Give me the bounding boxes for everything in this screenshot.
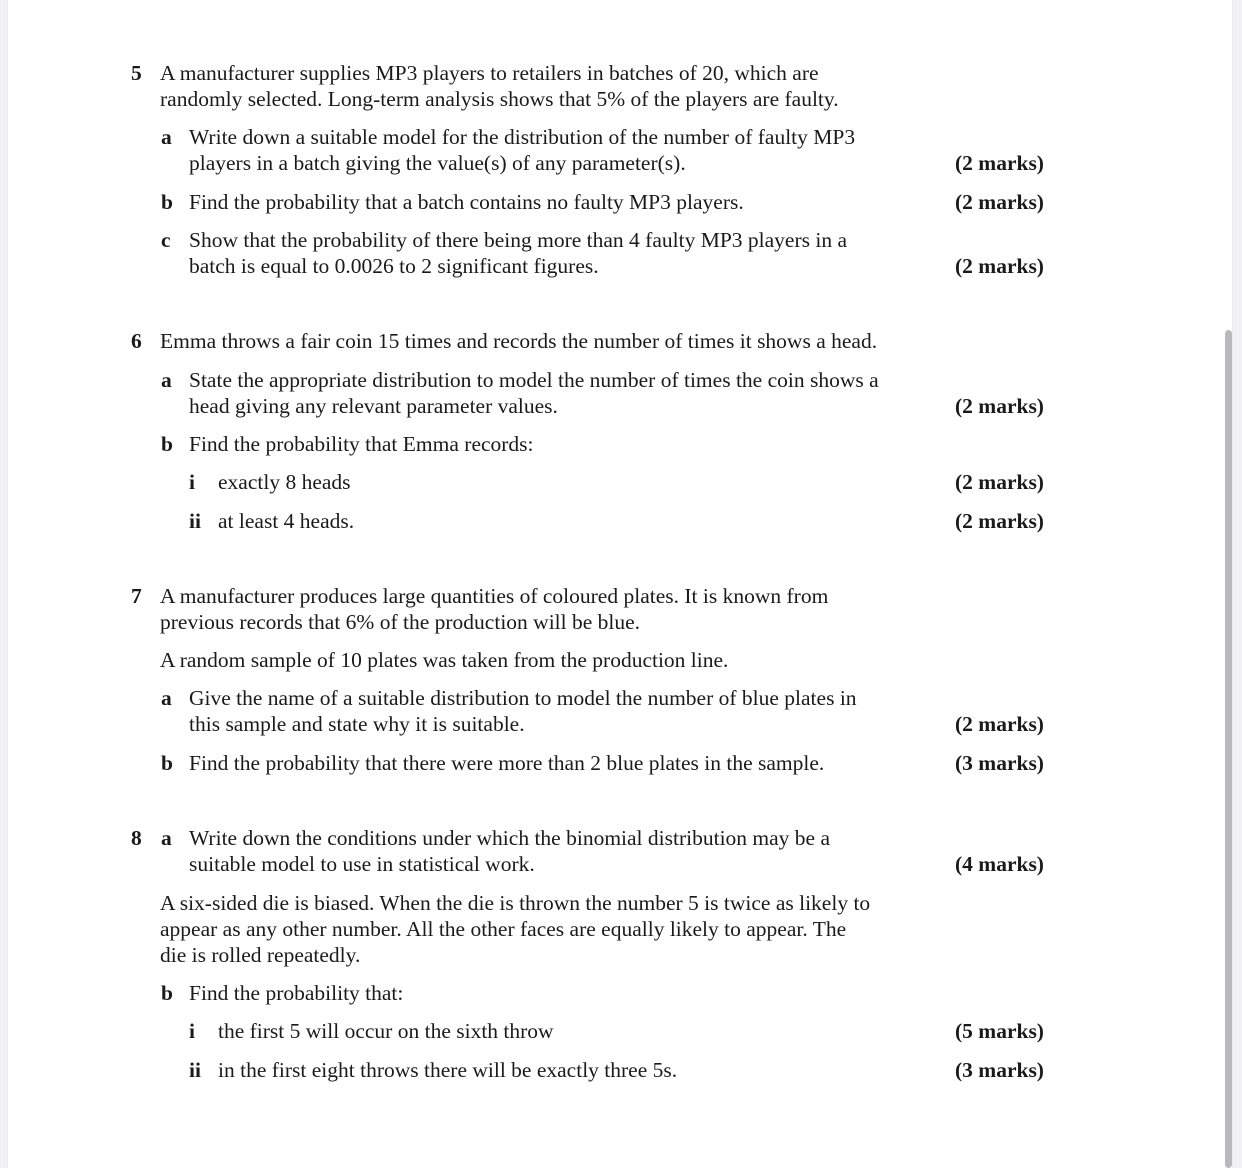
marks-label: (2 marks) [955, 712, 1044, 736]
marks-label: (5 marks) [955, 1019, 1044, 1043]
part-label: c [161, 228, 171, 252]
question-number: 7 [131, 584, 142, 608]
subpart-label: ii [189, 1058, 201, 1082]
subpart-text: at least 4 heads. [218, 509, 355, 533]
marks-label: (2 marks) [955, 151, 1044, 175]
subpart-text: in the first eight throws there will be exactly three 5s. [218, 1058, 678, 1082]
part-text-line: Show that the probability of there being more than 4 faulty MP3 players in a [189, 228, 847, 252]
part-label: a [161, 826, 172, 850]
question-number: 5 [131, 61, 142, 85]
part-label: b [161, 751, 173, 775]
question-text-line: randomly selected. Long-term analysis shows that 5% of the players are faulty. [160, 87, 839, 111]
part-text-line: Write down the conditions under which the binomial distribution may be a [189, 826, 831, 850]
marks-label: (2 marks) [955, 509, 1044, 533]
marks-label: (3 marks) [955, 1058, 1044, 1082]
part-text-line: head giving any relevant parameter values. [189, 394, 558, 418]
part-text-line: batch is equal to 0.0026 to 2 significant figures. [189, 254, 599, 278]
part-label: a [161, 125, 172, 149]
part-text-line: this sample and state why it is suitable. [189, 712, 525, 736]
question-text-line: A random sample of 10 plates was taken from the production line. [160, 648, 729, 672]
marks-label: (2 marks) [955, 394, 1044, 418]
question-text-line: Emma throws a fair coin 15 times and records the number of times it shows a head. [160, 329, 878, 353]
part-text-line: State the appropriate distribution to model the number of times the coin shows a [189, 368, 879, 392]
part-text-line: Find the probability that: [189, 981, 404, 1005]
part-text-line: Find the probability that there were more than 2 blue plates in the sample. [189, 751, 825, 775]
vertical-scrollbar-thumb[interactable] [1225, 330, 1232, 1168]
question-number: 8 [131, 826, 142, 850]
question-text-line: previous records that 6% of the production will be blue. [160, 610, 641, 634]
part-text-line: Give the name of a suitable distribution to model the number of blue plates in [189, 686, 857, 710]
part-label: b [161, 432, 173, 456]
question-text-line: appear as any other number. All the other faces are equally likely to appear. The [160, 917, 847, 941]
question-text-line: A manufacturer supplies MP3 players to retailers in batches of 20, which are [160, 61, 819, 85]
part-text-line: suitable model to use in statistical work. [189, 852, 535, 876]
part-text-line: Find the probability that a batch contains no faulty MP3 players. [189, 190, 744, 214]
part-label: b [161, 190, 173, 214]
marks-label: (2 marks) [955, 254, 1044, 278]
subpart-text: the first 5 will occur on the sixth throw [218, 1019, 554, 1043]
subpart-label: i [189, 470, 195, 494]
document-page [8, 0, 1232, 1168]
part-label: a [161, 368, 172, 392]
part-text-line: Find the probability that Emma records: [189, 432, 534, 456]
part-text-line: players in a batch giving the value(s) of any parameter(s). [189, 151, 686, 175]
marks-label: (4 marks) [955, 852, 1044, 876]
subpart-label: ii [189, 509, 201, 533]
part-label: b [161, 981, 173, 1005]
subpart-text: exactly 8 heads [218, 470, 351, 494]
question-number: 6 [131, 329, 142, 353]
marks-label: (2 marks) [955, 190, 1044, 214]
subpart-label: i [189, 1019, 195, 1043]
question-text-line: A manufacturer produces large quantities of coloured plates. It is known from [160, 584, 829, 608]
question-text-line: A six-sided die is biased. When the die is thrown the number 5 is twice as likely to [160, 891, 871, 915]
part-text-line: Write down a suitable model for the distribution of the number of faulty MP3 [189, 125, 856, 149]
question-text-line: die is rolled repeatedly. [160, 943, 361, 967]
part-label: a [161, 686, 172, 710]
marks-label: (2 marks) [955, 470, 1044, 494]
marks-label: (3 marks) [955, 751, 1044, 775]
